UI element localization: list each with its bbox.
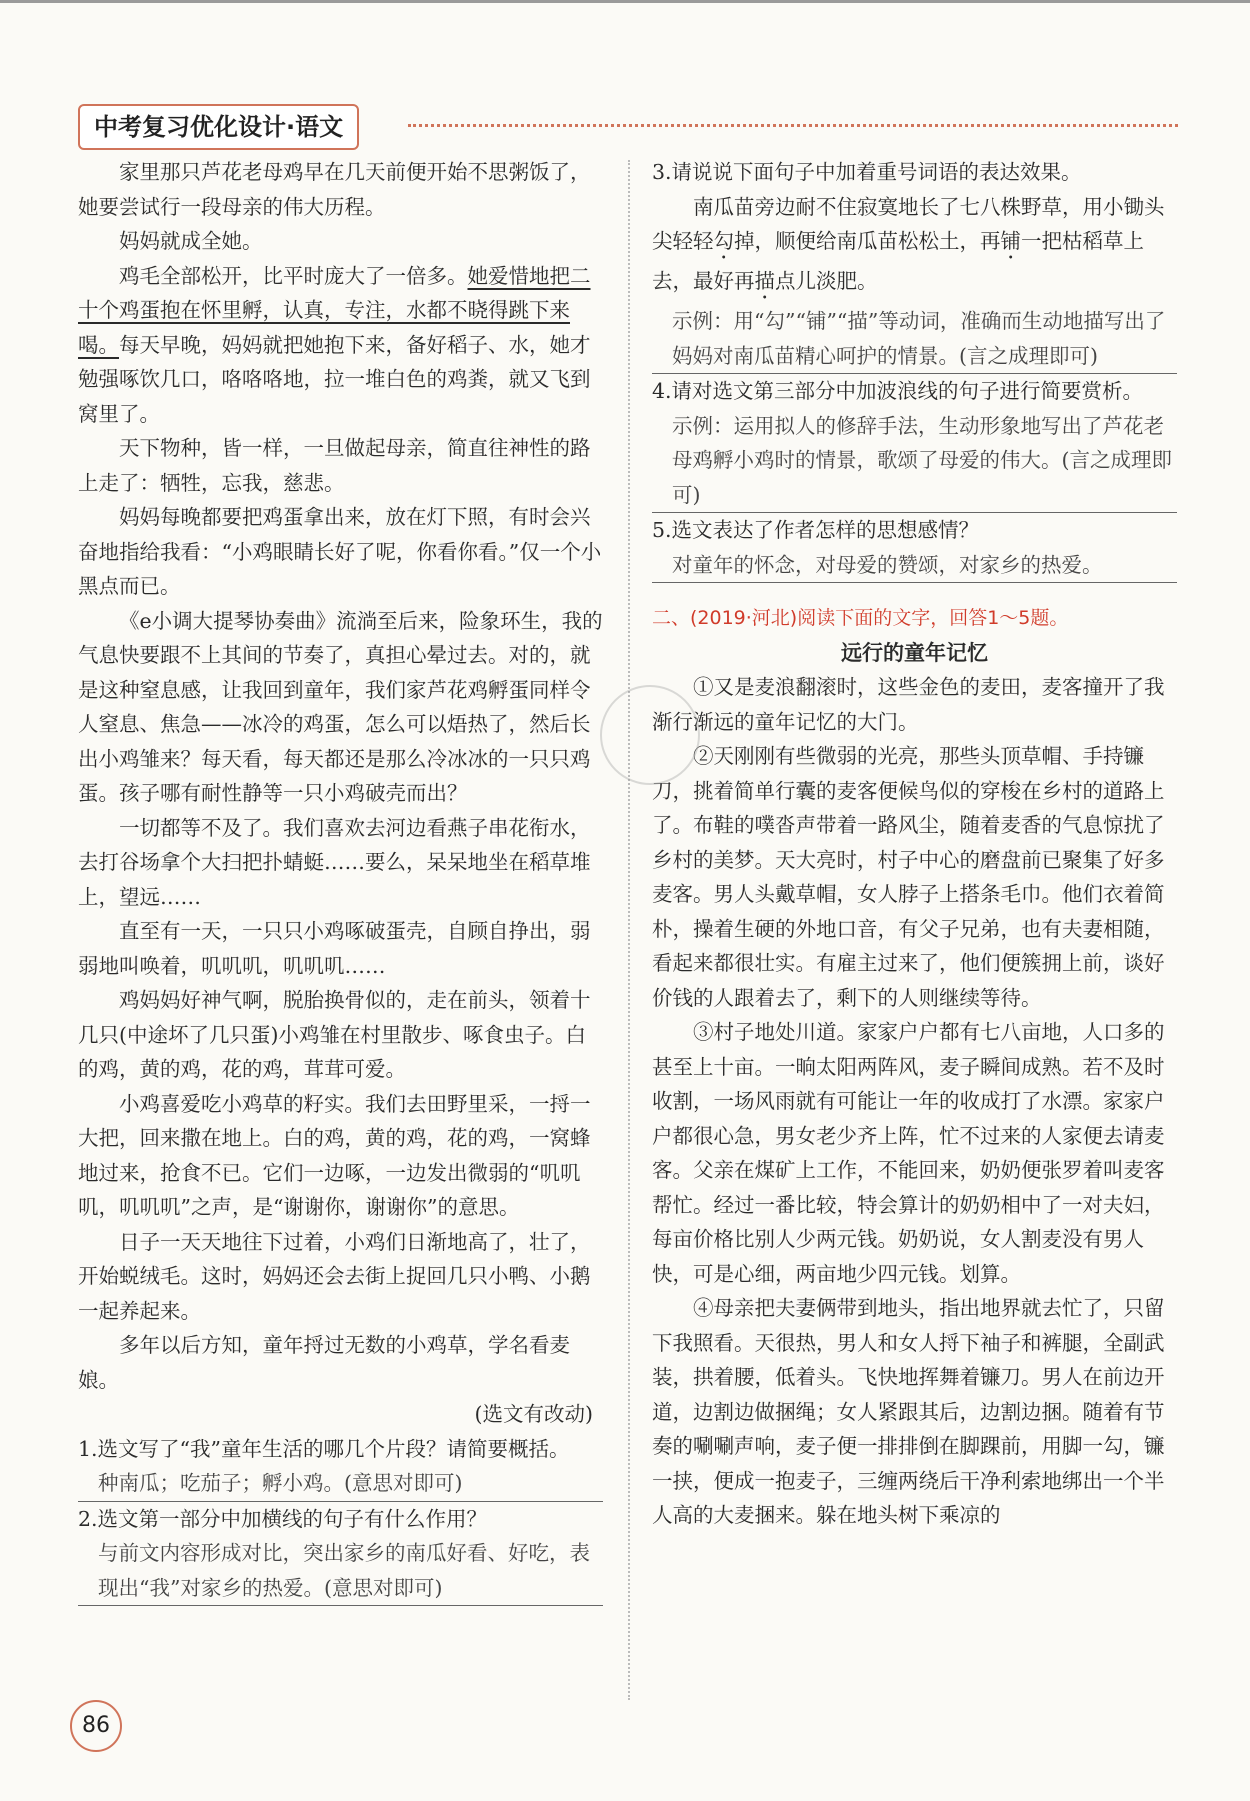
- paragraph: 天下物种，皆一样，一旦做起母亲，简直往神性的路上走了：牺牲，忘我，慈悲。: [78, 436, 591, 495]
- quoted-sentence: 南瓜苗旁边耐不住寂寞地长了七八株野草，用小锄头尖轻轻勾掉，顺便给南瓜苗松松土，再铺一把枯稻草上去，最好再描点儿淡肥。: [652, 194, 1165, 293]
- paragraph: 小鸡喜爱吃小鸡草的籽实。我们去田野里采，一捋一大把，回来撒在地上。白的鸡，黄的鸡，花的鸡，一窝蜂地过来，抢食不已。它们一边啄，一边发出微弱的“叽叽叽，叽叽叽”之声，是“谢谢你，谢谢你”的意思。: [78, 1091, 591, 1219]
- article-title: 远行的童年记忆: [841, 640, 988, 665]
- left-column: [78, 155, 603, 1606]
- answer-2: 与前文内容形成对比，突出家乡的南瓜好看、好吃，表现出“我”对家乡的热爱。(意思对即可): [78, 1536, 603, 1606]
- top-rule: [0, 0, 1250, 3]
- right-column: [652, 155, 1177, 1533]
- paragraph: 妈妈每晚都要把鸡蛋拿出来，放在灯下照，有时会兴奋地指给我看：“小鸡眼睛长好了呢，你看你看。”仅一个小黑点而已。: [78, 505, 602, 598]
- emphasized-word: 描: [754, 269, 775, 293]
- paragraph: 多年以后方知，童年捋过无数的小鸡草，学名看麦娘。: [78, 1333, 570, 1392]
- question-5: 5.选文表达了作者怎样的思想感情？: [652, 518, 980, 542]
- answer-3: 示例：用“勾”“铺”“描”等动词，准确而生动地描写出了妈妈对南瓜苗精心呵护的情景。(言之成理即可): [652, 304, 1177, 374]
- paragraph: 鸡妈妈好神气啊，脱胎换骨似的，走在前头，领着十几只(中途坏了几只蛋)小鸡雏在村里散步、啄食虫子。白的鸡，黄的鸡，花的鸡，茸茸可爱。: [78, 988, 591, 1081]
- stamp-watermark: [600, 685, 700, 785]
- paragraph: 直至有一天，一只只小鸡啄破蛋壳，自顾自挣出，弱弱地叫唤着，叽叽叽，叽叽叽……: [78, 919, 591, 978]
- paragraph: 妈妈就成全她。: [119, 229, 263, 253]
- answer-4: 示例：运用拟人的修辞手法，生动形象地写出了芦花老母鸡孵小鸡时的情景，歌颂了母爱的伟大。(言之成理即可): [652, 409, 1177, 514]
- book-title: 中考复习优化设计·语文: [78, 104, 359, 150]
- page-header: [78, 104, 1178, 150]
- paragraph: 家里那只芦花老母鸡早在几天前便开始不思粥饭了，她要尝试行一段母亲的伟大历程。: [78, 160, 591, 219]
- paragraph: ④母亲把夫妻俩带到地头，指出地界就去忙了，只留下我照看。天很热，男人和女人捋下袖子和裤腿，全副武装，拱着腰，低着头。飞快地挥舞着镰刀。男人在前边开道，边割边做捆绳；女人紧跟其后，边割边捆。随着有节奏的唰唰声响，麦子便一排排倒在脚踝前，用脚一勾，镰一挟，便成一抱麦子，三缠两绕后干净利索地绑出一个半人高的大麦捆来。躲在地头树下乘凉的: [652, 1296, 1165, 1527]
- underlined-sentence: 她爱惜地把二十个鸡蛋抱在怀里孵，认真，专注，水都不晓得跳下来喝。: [78, 263, 591, 357]
- paragraph: 鸡毛全部松开，比平时庞大了一倍多。她爱惜地把二十个鸡蛋抱在怀里孵，认真，专注，水都不晓得跳下来喝。每天早晚，妈妈就把她抱下来，备好稻子、水，她才勉强啄饮几口，咯咯咯地，拉一堆白色的鸡粪，就又飞到窝里了。: [78, 263, 591, 426]
- header-dotted-rule: [408, 124, 1178, 127]
- paragraph: 日子一天天地往下过着，小鸡们日渐地高了，壮了，开始蜕绒毛。这时，妈妈还会去街上捉回几只小鸭、小鹅一起养起来。: [78, 1229, 591, 1323]
- column-divider: [628, 160, 630, 1700]
- page-number: 86: [70, 1700, 122, 1752]
- paragraph: ①又是麦浪翻滚时，这些金色的麦田，麦客撞开了我渐行渐远的童年记忆的大门。: [652, 675, 1165, 734]
- question-2: 2.选文第一部分中加横线的句子有什么作用？: [78, 1506, 488, 1531]
- question-4: 4.请对选文第三部分中加波浪线的句子进行简要赏析。: [652, 379, 1144, 403]
- section-heading: 二、(2019·河北)阅读下面的文字，回答1～5题。: [652, 607, 1069, 629]
- source-note: (选文有改动): [474, 1402, 593, 1426]
- paragraph: 一切都等不及了。我们喜欢去河边看燕子串花衔水，去打谷场拿个大扫把扑蜻蜓……要么，呆呆地坐在稻草堆上，望远……: [78, 815, 591, 909]
- emphasized-word: 铺: [1000, 229, 1021, 253]
- emphasized-word: 勾: [713, 229, 734, 253]
- question-1: 1.选文写了“我”童年生活的哪几个片段？请简要概括。: [78, 1436, 570, 1461]
- question-3: 3.请说说下面句子中加着重号词语的表达效果。: [652, 160, 1082, 184]
- answer-5: 对童年的怀念，对母爱的赞颂，对家乡的热爱。: [652, 548, 1177, 584]
- paragraph: ③村子地处川道。家家户户都有七八亩地，人口多的甚至上十亩。一晌太阳两阵风，麦子瞬间成熟。若不及时收割，一场风雨就有可能让一年的收成打了水漂。家家户户都很心急，男女老少齐上阵，忙不过来的人家便去请麦客。父亲在煤矿上工作，不能回来，奶奶便张罗着叫麦客帮忙。经过一番比较，特会算计的奶奶相中了一对夫妇，每亩价格比别人少两元钱。奶奶说，女人割麦没有男人快，可是心细，两亩地少四元钱。划算。: [652, 1020, 1165, 1286]
- answer-1: 种南瓜；吃茄子；孵小鸡。(意思对即可): [78, 1466, 603, 1502]
- paragraph: 《e小调大提琴协奏曲》流淌至后来，险象环生，我的气息快要跟不上其间的节奏了，真担心晕过去。对的，就是这种窒息感，让我回到童年，我们家芦花鸡孵蛋同样令人窒息、焦急——冰冷的鸡蛋，怎么可以焐热了，然后长出小鸡雏来？每天看，每天都还是那么冷冰冰的一只只鸡蛋。孩子哪有耐性静等一只小鸡破壳而出？: [78, 608, 603, 805]
- paragraph: ②天刚刚有些微弱的光亮，那些头顶草帽、手持镰刀，挑着简单行囊的麦客便候鸟似的穿梭在乡村的道路上了。布鞋的噗沓声带着一路风尘，随着麦香的气息惊扰了乡村的美梦。天大亮时，村子中心的磨盘前已聚集了好多麦客。男人头戴草帽，女人脖子上搭条毛巾。他们衣着简朴，操着生硬的外地口音，有父子兄弟，也有夫妻相随，看起来都很壮实。有雇主过来了，他们便簇拥上前，谈好价钱的人跟着去了，剩下的人则继续等待。: [652, 744, 1165, 1010]
